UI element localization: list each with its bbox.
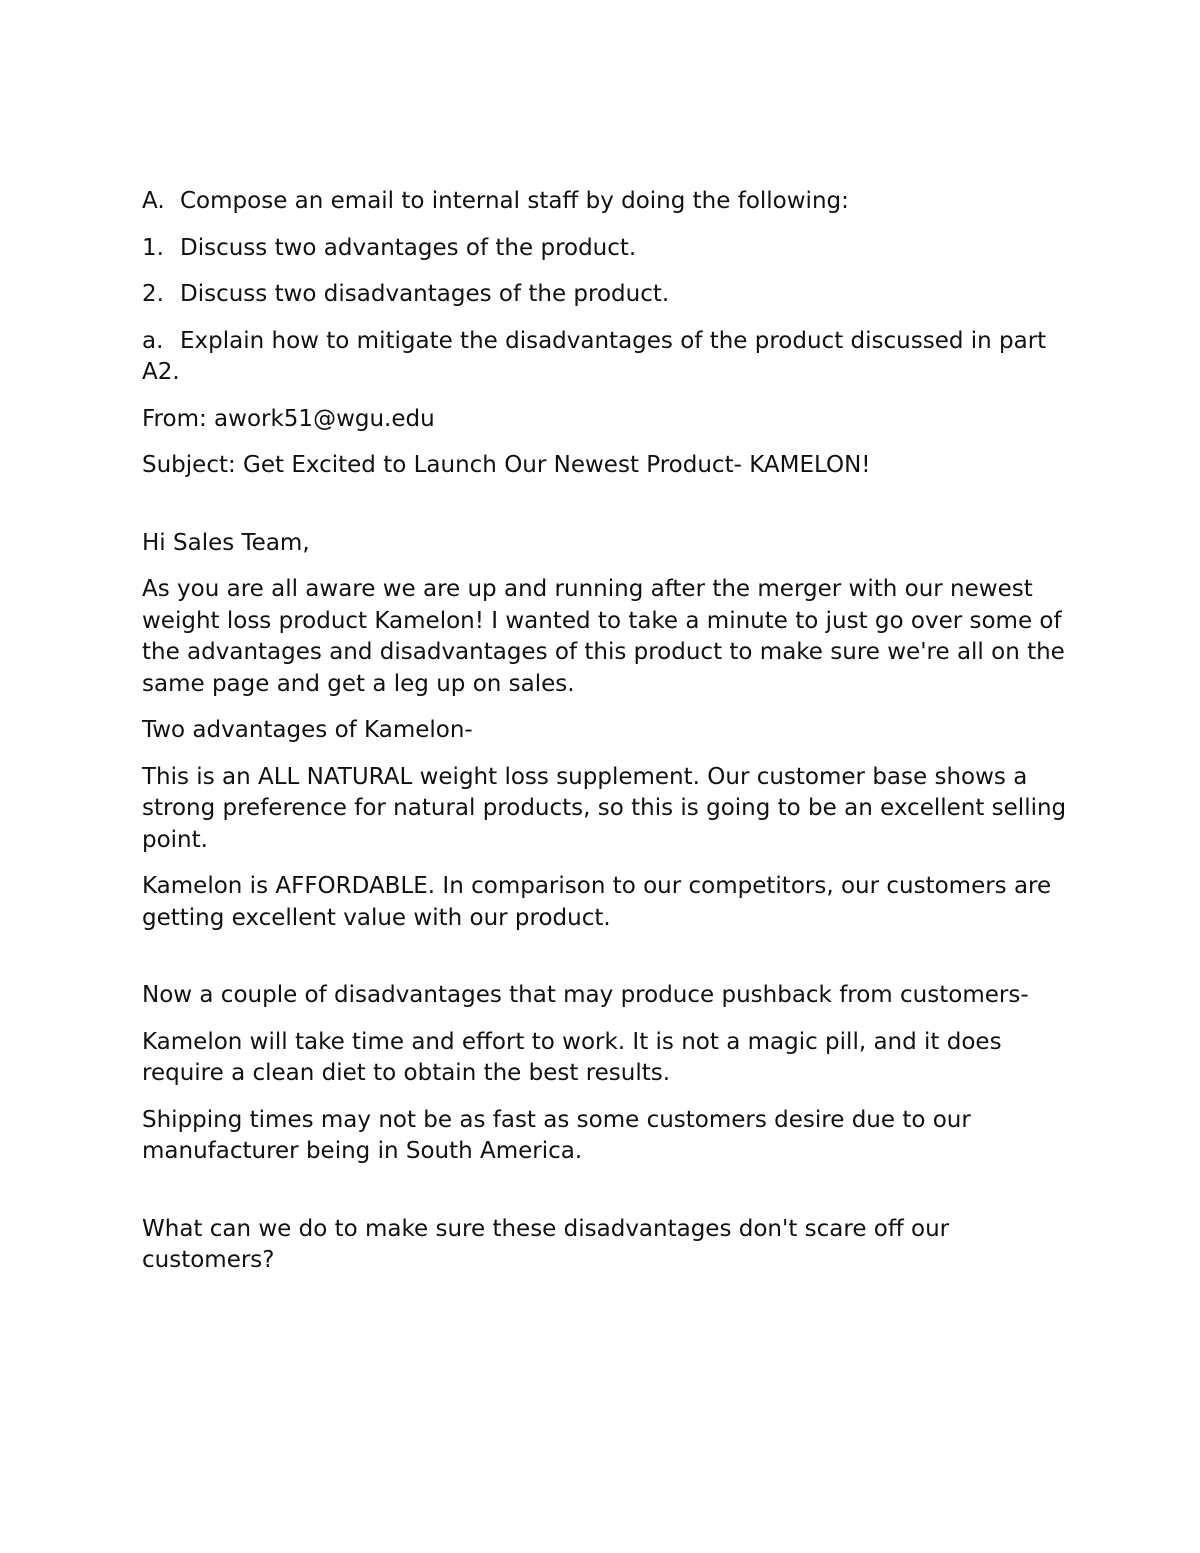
instruction-item-text: Discuss two advantages of the product. xyxy=(180,234,637,261)
instruction-item-a xyxy=(142,326,1072,389)
instruction-heading xyxy=(142,186,1072,218)
list-marker: a. xyxy=(142,327,164,354)
instruction-item-text: Discuss two disadvantages of the product. xyxy=(180,281,670,307)
instruction-heading-text: Compose an email to internal staff by doing the following: xyxy=(180,188,849,214)
document-page xyxy=(142,186,1072,1292)
blank-line xyxy=(142,949,1072,980)
disadvantage-2: Shipping times may not be as fast as some customers desire due to our manufacturer being in South America. xyxy=(142,1106,971,1164)
closing-question: What can we do to make sure these disadvantages don't scare off our customers? xyxy=(142,1215,950,1273)
disadvantage-1: Kamelon will take time and effort to work. It is not a magic pill, and it does require a clean diet to obtain the best results. xyxy=(142,1028,1002,1086)
email-subject: Subject: Get Excited to Launch Our Newest Product- KAMELON! xyxy=(142,452,871,478)
instruction-item-2 xyxy=(142,279,1072,311)
list-marker: 1. xyxy=(142,234,164,261)
email-from: From: awork51@wgu.edu xyxy=(142,405,435,432)
list-marker: A. xyxy=(142,188,165,214)
advantage-1: This is an ALL NATURAL weight loss supplement. Our customer base shows a strong preference for natural products, so this is going to be an excellent selling point. xyxy=(142,763,1067,853)
disadvantages-heading: Now a couple of disadvantages that may produce pushback from customers- xyxy=(142,982,1029,1008)
list-marker: 2. xyxy=(142,281,164,307)
instruction-item-1 xyxy=(142,233,1072,265)
email-greeting: Hi Sales Team, xyxy=(142,529,310,556)
advantages-heading: Two advantages of Kamelon- xyxy=(142,717,473,743)
instruction-item-text: Explain how to mitigate the disadvantages of the product discussed in part A2. xyxy=(142,327,1047,385)
blank-line xyxy=(142,1183,1072,1214)
advantage-2: Kamelon is AFFORDABLE. In comparison to our competitors, our customers are getting excellent value with our product. xyxy=(142,873,1052,931)
email-intro: As you are all aware we are up and running after the merger with our newest weight loss product Kamelon! I wanted to take a minute to just go over some of the advantages and disadvantages of this product to make sure we're all on the same page and get a leg up on sales. xyxy=(142,576,1065,697)
blank-line xyxy=(142,497,1072,528)
